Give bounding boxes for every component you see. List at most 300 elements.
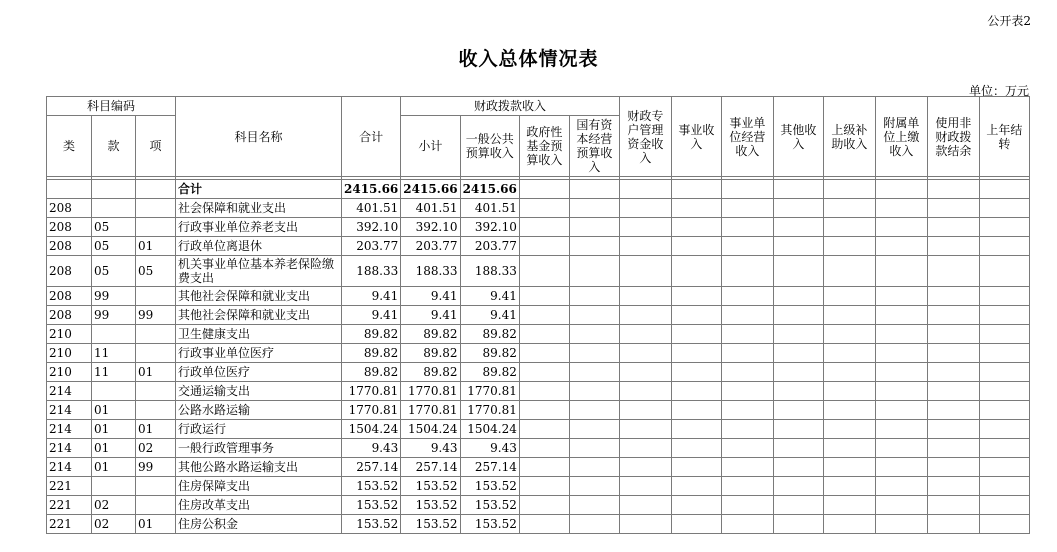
- cell-total: 9.41: [342, 306, 401, 325]
- cell-empty: [569, 218, 619, 237]
- header-xiang: 项: [136, 116, 176, 177]
- cell-empty: [569, 344, 619, 363]
- cell-empty: [721, 363, 773, 382]
- cell-kuan: [92, 477, 136, 496]
- cell-empty: [519, 344, 569, 363]
- cell-empty: [519, 306, 569, 325]
- cell-name: 行政运行: [176, 420, 342, 439]
- cell-empty: [671, 344, 721, 363]
- table-row: [47, 287, 1030, 306]
- cell-empty: [519, 496, 569, 515]
- cell-empty: [927, 199, 979, 218]
- cell-subtotal: 401.51: [401, 199, 460, 218]
- cell-empty: [773, 382, 823, 401]
- total-general: 2415.66: [460, 180, 519, 199]
- header-total: 合计: [342, 97, 401, 177]
- cell-xiang: [136, 287, 176, 306]
- cell-empty: [823, 515, 875, 534]
- cell-general: 203.77: [460, 237, 519, 256]
- cell-empty: [619, 439, 671, 458]
- cell-xiang: [136, 401, 176, 420]
- cell-xiang: [136, 382, 176, 401]
- cell-empty: [721, 401, 773, 420]
- cell-kuan: [92, 382, 136, 401]
- cell-name: 行政单位离退休: [176, 237, 342, 256]
- cell-empty: [721, 439, 773, 458]
- cell-name: 住房改革支出: [176, 496, 342, 515]
- cell-empty: [823, 401, 875, 420]
- cell-total: 188.33: [342, 256, 401, 287]
- cell-empty: [721, 325, 773, 344]
- cell-empty: [721, 218, 773, 237]
- cell-empty: [979, 256, 1029, 287]
- cell-xiang: 01: [136, 515, 176, 534]
- cell-general: 89.82: [460, 363, 519, 382]
- cell-general: 153.52: [460, 515, 519, 534]
- total-subtotal: 2415.66: [401, 180, 460, 199]
- cell-empty: [773, 458, 823, 477]
- cell-empty: [569, 439, 619, 458]
- cell-subtotal: 1770.81: [401, 401, 460, 420]
- cell-empty: [927, 237, 979, 256]
- cell-empty: [671, 477, 721, 496]
- cell-empty: [773, 363, 823, 382]
- cell-empty: [671, 382, 721, 401]
- cell-xiang: 02: [136, 439, 176, 458]
- cell-empty: [619, 515, 671, 534]
- cell-empty: [671, 515, 721, 534]
- header-subtotal: 小计: [401, 116, 460, 177]
- cell-kuan: 99: [92, 306, 136, 325]
- cell-empty: [927, 496, 979, 515]
- cell-empty: [823, 306, 875, 325]
- cell-empty: [875, 515, 927, 534]
- cell-empty: [927, 218, 979, 237]
- cell-empty: [519, 199, 569, 218]
- table-row: [47, 199, 1030, 218]
- cell-empty: [927, 439, 979, 458]
- cell-lei: 214: [47, 439, 92, 458]
- cell-empty: [773, 325, 823, 344]
- table-row: [47, 496, 1030, 515]
- cell-empty: [823, 256, 875, 287]
- cell-general: 1504.24: [460, 420, 519, 439]
- cell-empty: [519, 218, 569, 237]
- cell-empty: [519, 420, 569, 439]
- cell-empty: [671, 237, 721, 256]
- cell-empty: [773, 287, 823, 306]
- cell-empty: [721, 477, 773, 496]
- cell-empty: [671, 401, 721, 420]
- cell-empty: [721, 306, 773, 325]
- cell-name: 卫生健康支出: [176, 325, 342, 344]
- cell-empty: [773, 344, 823, 363]
- cell-general: 89.82: [460, 344, 519, 363]
- cell-empty: [519, 363, 569, 382]
- cell-total: 1770.81: [342, 382, 401, 401]
- cell-empty: [823, 218, 875, 237]
- cell-empty: [823, 439, 875, 458]
- cell-subtotal: 89.82: [401, 363, 460, 382]
- header-fiscal-special: 财政专户管理资金收入: [619, 97, 671, 177]
- header-name: 科目名称: [176, 97, 342, 177]
- header-fiscal-group: 财政拨款收入: [401, 97, 620, 116]
- cell-empty: [519, 458, 569, 477]
- cell-empty: [569, 515, 619, 534]
- cell-empty: [721, 458, 773, 477]
- cell-empty: [979, 325, 1029, 344]
- cell-empty: [979, 237, 1029, 256]
- cell-empty: [721, 420, 773, 439]
- cell-lei: 208: [47, 287, 92, 306]
- cell-empty: [619, 306, 671, 325]
- cell-total: 89.82: [342, 363, 401, 382]
- cell-empty: [875, 363, 927, 382]
- header-kuan: 款: [92, 116, 136, 177]
- cell-empty: [979, 382, 1029, 401]
- cell-empty: [773, 237, 823, 256]
- cell-name: 住房公积金: [176, 515, 342, 534]
- cell-empty: [979, 515, 1029, 534]
- cell-general: 9.41: [460, 287, 519, 306]
- cell-empty: [875, 420, 927, 439]
- cell-empty: [927, 420, 979, 439]
- table-row: [47, 363, 1030, 382]
- cell-empty: [671, 458, 721, 477]
- cell-subtotal: 9.41: [401, 287, 460, 306]
- cell-empty: [979, 439, 1029, 458]
- cell-empty: [875, 237, 927, 256]
- cell-empty: [979, 344, 1029, 363]
- cell-total: 89.82: [342, 344, 401, 363]
- cell-general: 153.52: [460, 496, 519, 515]
- cell-name: 行政事业单位养老支出: [176, 218, 342, 237]
- cell-empty: [773, 401, 823, 420]
- cell-lei: 208: [47, 237, 92, 256]
- cell-empty: [823, 344, 875, 363]
- cell-kuan: 11: [92, 344, 136, 363]
- total-amount: 2415.66: [342, 180, 401, 199]
- cell-general: 401.51: [460, 199, 519, 218]
- header-business-income: 事业收入: [671, 97, 721, 177]
- cell-kuan: 01: [92, 401, 136, 420]
- cell-xiang: [136, 496, 176, 515]
- cell-empty: [619, 401, 671, 420]
- form-number: 公开表2: [987, 14, 1031, 28]
- cell-subtotal: 153.52: [401, 477, 460, 496]
- cell-empty: [671, 439, 721, 458]
- cell-empty: [823, 325, 875, 344]
- cell-empty: [569, 477, 619, 496]
- cell-empty: [823, 477, 875, 496]
- income-table: [46, 96, 1030, 534]
- cell-xiang: 05: [136, 256, 176, 287]
- cell-general: 257.14: [460, 458, 519, 477]
- cell-empty: [979, 420, 1029, 439]
- cell-empty: [619, 420, 671, 439]
- cell-total: 89.82: [342, 325, 401, 344]
- cell-empty: [519, 237, 569, 256]
- cell-empty: [519, 477, 569, 496]
- cell-subtotal: 257.14: [401, 458, 460, 477]
- cell-empty: [619, 325, 671, 344]
- cell-lei: 221: [47, 515, 92, 534]
- cell-lei: 221: [47, 477, 92, 496]
- cell-name: 行政单位医疗: [176, 363, 342, 382]
- cell-empty: [979, 199, 1029, 218]
- cell-empty: [979, 306, 1029, 325]
- cell-empty: [671, 256, 721, 287]
- cell-lei: 208: [47, 199, 92, 218]
- cell-lei: 208: [47, 218, 92, 237]
- header-operating-income: 事业单位经营收入: [721, 97, 773, 177]
- cell-empty: [979, 496, 1029, 515]
- cell-subtotal: 89.82: [401, 344, 460, 363]
- cell-lei: 214: [47, 401, 92, 420]
- table-row: [47, 382, 1030, 401]
- table-row: [47, 218, 1030, 237]
- cell-empty: [671, 199, 721, 218]
- cell-name: 其他社会保障和就业支出: [176, 287, 342, 306]
- cell-xiang: 01: [136, 363, 176, 382]
- cell-empty: [619, 458, 671, 477]
- cell-empty: [619, 218, 671, 237]
- cell-subtotal: 392.10: [401, 218, 460, 237]
- cell-empty: [875, 477, 927, 496]
- cell-total: 257.14: [342, 458, 401, 477]
- cell-general: 392.10: [460, 218, 519, 237]
- cell-xiang: 99: [136, 306, 176, 325]
- cell-xiang: [136, 218, 176, 237]
- cell-lei: 221: [47, 496, 92, 515]
- cell-subtotal: 153.52: [401, 496, 460, 515]
- cell-empty: [773, 439, 823, 458]
- cell-empty: [927, 344, 979, 363]
- table-row: [47, 237, 1030, 256]
- cell-kuan: 01: [92, 458, 136, 477]
- cell-total: 401.51: [342, 199, 401, 218]
- header-other-income: 其他收入: [773, 97, 823, 177]
- cell-empty: [519, 382, 569, 401]
- cell-empty: [569, 363, 619, 382]
- cell-empty: [671, 218, 721, 237]
- cell-empty: [569, 306, 619, 325]
- cell-empty: [519, 515, 569, 534]
- cell-empty: [875, 287, 927, 306]
- cell-lei: 210: [47, 344, 92, 363]
- cell-subtotal: 1504.24: [401, 420, 460, 439]
- cell-lei: 214: [47, 420, 92, 439]
- cell-empty: [671, 496, 721, 515]
- cell-xiang: 01: [136, 237, 176, 256]
- cell-empty: [721, 515, 773, 534]
- cell-xiang: 01: [136, 420, 176, 439]
- cell-empty: [875, 344, 927, 363]
- cell-empty: [619, 477, 671, 496]
- cell-empty: [875, 496, 927, 515]
- cell-empty: [823, 382, 875, 401]
- cell-xiang: [136, 325, 176, 344]
- total-label: 合计: [176, 180, 342, 199]
- cell-kuan: 02: [92, 515, 136, 534]
- cell-empty: [773, 420, 823, 439]
- table-row: [47, 344, 1030, 363]
- cell-empty: [823, 199, 875, 218]
- header-lei: 类: [47, 116, 92, 177]
- cell-empty: [671, 287, 721, 306]
- cell-lei: 210: [47, 325, 92, 344]
- cell-empty: [773, 256, 823, 287]
- cell-empty: [979, 477, 1029, 496]
- cell-empty: [823, 496, 875, 515]
- table-row: [47, 439, 1030, 458]
- unit-label: 单位：万元: [968, 84, 1029, 98]
- cell-empty: [823, 237, 875, 256]
- cell-name: 其他社会保障和就业支出: [176, 306, 342, 325]
- table-row: [47, 515, 1030, 534]
- cell-lei: 208: [47, 306, 92, 325]
- cell-empty: [569, 325, 619, 344]
- header-gov-fund: 政府性基金预算收入: [519, 116, 569, 177]
- cell-empty: [569, 199, 619, 218]
- cell-empty: [619, 237, 671, 256]
- cell-empty: [773, 496, 823, 515]
- total-row: [47, 180, 1030, 199]
- cell-total: 203.77: [342, 237, 401, 256]
- cell-empty: [979, 458, 1029, 477]
- cell-lei: 214: [47, 382, 92, 401]
- cell-empty: [927, 256, 979, 287]
- cell-lei: 210: [47, 363, 92, 382]
- cell-empty: [927, 458, 979, 477]
- cell-empty: [979, 218, 1029, 237]
- cell-empty: [569, 287, 619, 306]
- cell-kuan: 99: [92, 287, 136, 306]
- cell-empty: [927, 287, 979, 306]
- cell-empty: [569, 458, 619, 477]
- cell-total: 9.41: [342, 287, 401, 306]
- cell-empty: [823, 287, 875, 306]
- cell-empty: [619, 496, 671, 515]
- header-code-group: 科目编码: [47, 97, 176, 116]
- cell-empty: [875, 439, 927, 458]
- cell-kuan: 01: [92, 439, 136, 458]
- cell-name: 机关事业单位基本养老保险缴费支出: [176, 256, 342, 287]
- header-superior-subsidy: 上级补助收入: [823, 97, 875, 177]
- cell-empty: [875, 256, 927, 287]
- cell-general: 9.41: [460, 306, 519, 325]
- cell-empty: [519, 256, 569, 287]
- cell-subtotal: 1770.81: [401, 382, 460, 401]
- cell-kuan: [92, 325, 136, 344]
- cell-name: 一般行政管理事务: [176, 439, 342, 458]
- cell-lei: 214: [47, 458, 92, 477]
- cell-total: 153.52: [342, 515, 401, 534]
- cell-xiang: 99: [136, 458, 176, 477]
- header-affiliated-income: 附属单位上缴收入: [875, 97, 927, 177]
- cell-general: 9.43: [460, 439, 519, 458]
- cell-empty: [823, 420, 875, 439]
- cell-total: 392.10: [342, 218, 401, 237]
- cell-general: 89.82: [460, 325, 519, 344]
- header-carryover: 上年结转: [979, 97, 1029, 177]
- header-non-fiscal-balance: 使用非财政拨款结余: [927, 97, 979, 177]
- table-row: [47, 256, 1030, 287]
- cell-empty: [569, 401, 619, 420]
- cell-empty: [927, 382, 979, 401]
- cell-empty: [773, 199, 823, 218]
- cell-empty: [773, 477, 823, 496]
- cell-empty: [979, 401, 1029, 420]
- cell-name: 住房保障支出: [176, 477, 342, 496]
- cell-empty: [927, 325, 979, 344]
- cell-name: 行政事业单位医疗: [176, 344, 342, 363]
- cell-empty: [721, 382, 773, 401]
- cell-empty: [619, 344, 671, 363]
- cell-empty: [721, 256, 773, 287]
- cell-name: 社会保障和就业支出: [176, 199, 342, 218]
- cell-empty: [773, 515, 823, 534]
- cell-general: 153.52: [460, 477, 519, 496]
- table-row: [47, 420, 1030, 439]
- cell-kuan: [92, 199, 136, 218]
- cell-empty: [927, 477, 979, 496]
- cell-empty: [875, 306, 927, 325]
- cell-empty: [979, 363, 1029, 382]
- cell-general: 1770.81: [460, 401, 519, 420]
- table-row: [47, 306, 1030, 325]
- header-state-capital: 国有资本经营预算收入: [569, 116, 619, 177]
- cell-subtotal: 153.52: [401, 515, 460, 534]
- cell-subtotal: 89.82: [401, 325, 460, 344]
- cell-empty: [671, 363, 721, 382]
- cell-name: 公路水路运输: [176, 401, 342, 420]
- cell-empty: [671, 306, 721, 325]
- cell-empty: [721, 496, 773, 515]
- table-row: [47, 325, 1030, 344]
- cell-subtotal: 188.33: [401, 256, 460, 287]
- cell-kuan: 05: [92, 237, 136, 256]
- cell-kuan: 05: [92, 256, 136, 287]
- cell-xiang: [136, 199, 176, 218]
- cell-empty: [671, 325, 721, 344]
- cell-general: 188.33: [460, 256, 519, 287]
- cell-name: 交通运输支出: [176, 382, 342, 401]
- cell-empty: [875, 401, 927, 420]
- header-general-budget: 一般公共预算收入: [460, 116, 519, 177]
- cell-subtotal: 9.43: [401, 439, 460, 458]
- cell-empty: [619, 363, 671, 382]
- cell-empty: [569, 382, 619, 401]
- cell-empty: [875, 382, 927, 401]
- cell-empty: [519, 325, 569, 344]
- cell-empty: [519, 439, 569, 458]
- cell-total: 153.52: [342, 477, 401, 496]
- cell-empty: [721, 199, 773, 218]
- cell-kuan: 11: [92, 363, 136, 382]
- cell-empty: [569, 420, 619, 439]
- cell-empty: [671, 420, 721, 439]
- cell-xiang: [136, 477, 176, 496]
- cell-empty: [823, 458, 875, 477]
- cell-empty: [979, 287, 1029, 306]
- cell-empty: [619, 256, 671, 287]
- cell-empty: [875, 325, 927, 344]
- cell-empty: [773, 218, 823, 237]
- cell-empty: [875, 199, 927, 218]
- cell-empty: [875, 458, 927, 477]
- cell-kuan: 05: [92, 218, 136, 237]
